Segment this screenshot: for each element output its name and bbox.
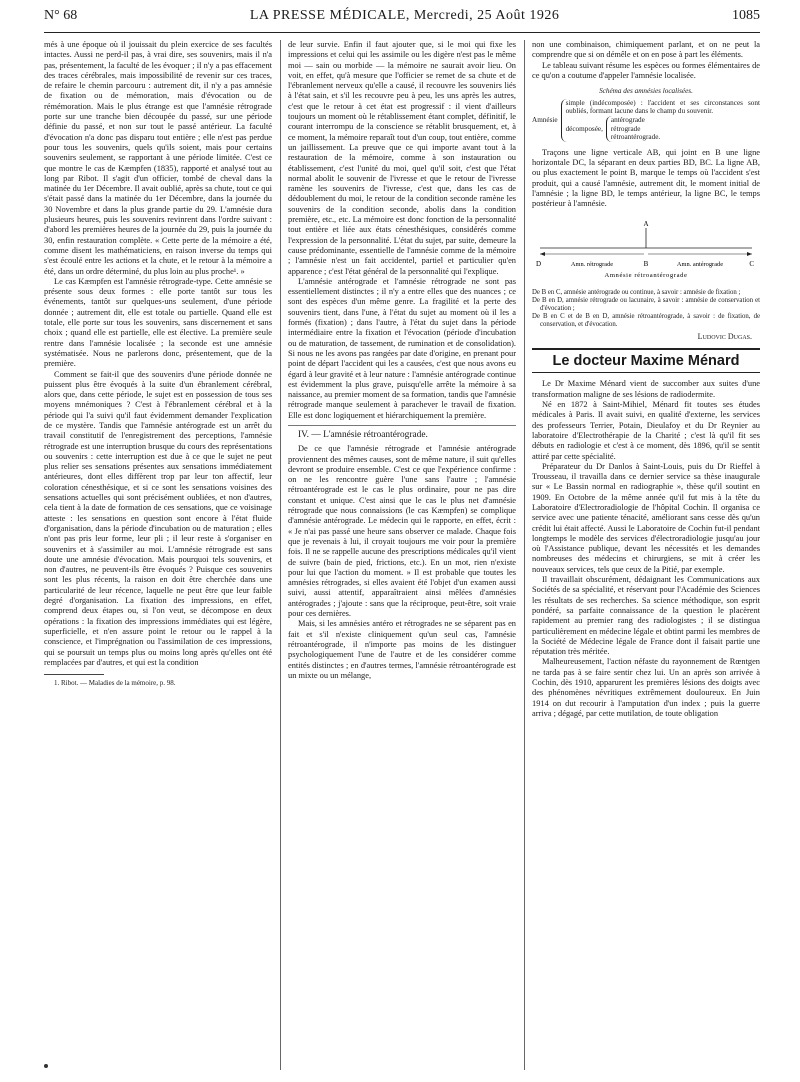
label-anterograde: Amn. antérograde <box>676 260 724 268</box>
page-mark <box>44 1064 48 1068</box>
page-header <box>44 8 760 33</box>
journal-title: LA PRESSE MÉDICALE, Mercredi, 25 Août 1926 <box>249 8 560 23</box>
point-d-label: D <box>536 259 542 268</box>
label-retroanterograde: Amnésie rétroantérograde <box>604 271 688 279</box>
amnesia-timeline-diagram <box>532 218 760 280</box>
article-columns <box>44 40 760 1070</box>
column-divider-2 <box>524 40 525 1070</box>
schema-decomposee: décomposée, <box>565 124 603 133</box>
point-c-label: C <box>749 259 754 268</box>
col2-paragraph-2: L'amnésie antérograde et l'amnésie rétrograde ne sont pas essentiellement distinctes ; il n'y a entre elles que des nuances ; ce sont des espèces d'un même genre. La fragilité et la perte des souvenirs tient, dans l'une, à l'état du sujet au moment où il les a formés (fixation) ; dans l'autre, à l'état du sujet dans la période intermédiaire entre la fixation et l'évocation (période d'incubation ou de maturation, de tassement, de rumination et de consolidation). Si nous ne les avons pas rangées par date d'origine, en prenant pour point de départ l'accident qui les a causées, c'est que nous avons eu égard à leur gravité et à leur nature : l'amnésie antérograde continue est évidemment la plus grave, puisqu'elle arrête la mémoire à sa naissance, au premier moment de sa formation, tandis que l'amnésie rétrograde manque seulement à parachever le travail de fixation. Elle est donc logiquement et hiérarchiquement la première. <box>288 276 516 420</box>
obit-paragraph-3: Préparateur du Dr Danlos à Saint-Louis, puis du Dr Rieffel à Trousseau, il travailla dans ce dernier service sa thèse inaugurale sur « Le Bassin normal en radiographie », thèse qu'il soutint en 1909. En Octobre de la même année qu'il fut mis à la tête du Laboratoire d'Electroradiologie de l'hôpital Cochin. Il organisa ce service avec une patiente ténacité, améliorant sans cesse dès qu'un crédit lui était affecté. Aussi le Laboratoire de Cochin fut-il pendant longtemps le modèle des services d'électroradiologie jusqu'au jour où l'Assistance publique, devant les nécessités et les demandes nombreuses des médecins et chirurgiens, se mit à créer les nouveaux services, tels que ceux de la Pitié, par exemple. <box>532 461 760 574</box>
col1-paragraph-3: Comment se fait-il que des souvenirs d'une période donnée ne puissent plus être évoqués à la suite d'un ébranlement cérébral, alors que, dans cette période, le sujet est en possession de tous ses moyens mnémoniques ? C'est à l'ébranlement cérébral et à la période qui l'a suivi qu'il faut évidemment demander l'explication de ce mystère. Tandis que l'amnésie antérograde est un arrêt du travail constitutif de l'enregistrement des perceptions, l'amnésie rétrograde est une interruption brusque du cours des représentations ou souvenirs : cette interruption est due à ce que le sujet ne peut plus relier ses sensations présentes aux sensations immédiatement antérieures, dont elles diffèrent trop par leur ton affectif, leur coloration cénesthésique, et si ce sont les sensations voisines des sensations actuelles qui sont précisément oubliées, et non d'autres, cela tient à la date de formation de ces sensations, que ce voisinage atteste : les sensations en question sont encore à l'état fluide d'organisation, dans la période d'incubation ou de maturation ; elles n'ont pas pris leur forme, leur pli ; il leur reste à s'organiser en souvenirs et à s'assimiler au moi. L'amnésie rétrograde est sans doute une amnésie d'évocation. Mais pourquoi tels souvenirs, et non d'autres, ne peuvent-ils être évoqués ? Puisque ces souvenirs sont les plus récents, la raison en doit être cherchée dans une particularité de leur récence, laquelle ne peut être que leur faible degré d'organisation. La fixation des impressions, en effet, comprend deux étapes ou, si l'on veut, se décompose en deux opérations : la fixation des impressions immédiates qui est légère, superficielle, et n'en assure point le retour ou le rappel à la conscience, et l'imprégnation ou l'assimilation de ces impressions, qui se poursuit un temps plus ou moins long après qu'elles ont été remplacées par d'autres, et qui est la condition <box>44 369 272 667</box>
schema-brace <box>561 99 760 142</box>
col2-paragraph-1: de leur survie. Enfin il faut ajouter que, si le moi qui fixe les impressions et celui qui les assimile ou les digère n'est pas le même moi — sain ou morbide — la mémoire ne saurait avoir lieu. On voit, en effet, qu'à mesure que l'officier se remet de sa chute et de l'ébranlement nerveux qu'elle a causé, il recouvre les souvenirs liés à l'état sain, et s'il les recouvre peu à peu, les uns après les autres, c'est que le retour à cet état est progressif : il vient d'ailleurs toujours un moment où le rétablissement étant complet, définitif, le courant interrompu de la conscience se rétablit brusquement, et, à ce moment, la mémoire reparaît tout d'un coup, tout entière, comme un jaillissement. La preuve que ce qui importe avant tout à la restauration de la mémoire, comme à son instauration ou établissement, c'est l'unité du moi, quel qu'il soit, c'est que l'état normal abolit le souvenir de l'ivresse et que le retour de l'ivresse ramène les souvenirs de l'ivresse, c'est que, dans les cas de dédoublement du moi, le retour de la condition seconde ramène les souvenirs de la condition seconde, abolis dans la condition première, etc., etc. La mémoire est donc fonction de la personnalité tout entière et liée aux états cénesthésiques, considérés comme l'expression de la personnalité. L'état du sujet, par suite, demeure la cause prédominante, essentielle de l'amnésie comme de la mémoire ; l'amnésie n'est un fait accidentel, partiel et particulier qu'en apparence ; c'est l'état général de la personnalité qui l'explique. <box>288 40 516 276</box>
schema-item-retrograde: rétrograde <box>610 124 641 133</box>
col2-paragraph-3: De ce que l'amnésie rétrograde et l'amnésie antérograde proviennent des mêmes causes, sont de même nature, il suit qu'elles devront se produire ensemble. C'est ce que l'expérience confirme : on ne les rencontre guère l'une sans l'autre ; l'amnésie rétroantérograde est le cas le plus ordinaire, pour ne pas dire constant et unique. C'est ainsi que le cas le plus net d'amnésie rétrograde que nous connaissions (le cas Kæmpfen) se complique d'amnésie antérograde. Le médecin qui le rapporte, en effet, écrit : « Je n'ai pas passé une heure sans observer ce malade. Chaque fois que je revenais à lui, il croyait toujours me voir pour la première fois. Il ne se rappelle aucune des prescriptions médicales qu'il vient de suivre (bain de pied, frictions, etc.). En un mot, rien n'existe pour lui que l'action du moment. » Il est probable que toutes les amnésies rétrogrades, si elles avaient été l'objet d'un examen aussi suivi, aussi attentif, apparaîtraient ainsi mêlées d'amnésies antérogrades ; j'ajoute : sans que la réciproque, peut-être, soit vraie pour ces dernières. <box>288 444 516 619</box>
column-3 <box>532 40 760 1070</box>
amnesia-schema <box>532 87 760 142</box>
col1-paragraph-1: més à une époque où il jouissait du plein exercice de ses facultés intactes. Aussi ne perd-il pas, à vrai dire, ses souvenirs, mais il n'a pas, présentement, la faculté de les évoquer ; il n'y a pas effacement des traces cérébrales, mais impossibilité de revenir sur ces traces, de refaire le chemin parcouru : autrement dit, il n'y a pas amnésie de fixation ou de mémoration, mais d'évocation ou de rémémoration. Mais le plus étrange est que l'amnésie rétrograde porte sur une tranche bien découpée du passé, sur une période définie du passé, et non sur tout le passé antérieur. La faculté d'évocation n'a donc pas disparu tout entière ; elle n'est pas perdue pour tous les souvenirs, quels qu'ils soient, mais pour certains souvenirs seulement, se rapportant à une période limitée. C'est ce que montre le cas de Kæmpfen (1835), rapporté et analysé tout au long par Ribot. Il s'agit d'un officier, tombé de cheval dans la matinée du 1er Décembre. Il avait oublié, après sa chute, tout ce qui s'était passé dans la matinée du 1er Décembre, dans la journée du 30 Novembre et dans la plus grande partie du 29. L'amnésie dura plusieurs heures, puis les souvenirs revinrent dans l'ordre suivant : d'abord les premières heures de la journée du 29, puis la journée du 30, enfin restauration complète. « Cette perte de la mémoire a été, comme disent les mathématiciens, en raison inverse du temps qui s'est écoulé entre les actions et la chute, et le retour à la mémoire a été, dans un ordre déterminé, du plus loin au plus proche¹. » <box>44 40 272 276</box>
schema-root: Amnésie <box>532 115 558 124</box>
diagram-legend <box>532 289 760 329</box>
legend-item-1: De B en C, amnésie antérograde ou continue, à savoir : amnésie de fixation ; <box>532 288 741 296</box>
page-number-left: N° 68 <box>44 8 78 23</box>
arrowhead-right <box>747 252 752 256</box>
point-a-label: A <box>643 219 649 228</box>
footnote-rule <box>44 674 104 675</box>
point-b-label: B <box>643 259 649 268</box>
schema-simple: simple (indécomposée) : l'accident et ses circonstances sont oubliés, formant lacune dans le champ du souvenir. <box>565 98 760 116</box>
obit-paragraph-4: Il travaillait obscurément, dédaignant les Communications aux Sociétés de sa spécialité, et réservant pour l'Académie des Sciences les résultats de ses recherches. Sa science méthodique, son esprit pondéré, sa parfaite connaissance de la question le placèrent rapidement au premier rang des radiologistes ; il se distingua particulièrement en médecine légale et obtint parmi les membres de la Société de Médecine légale de France dont il faisait partie une réputation très méritée. <box>532 575 760 657</box>
col3-paragraph-3: Traçons une ligne verticale AB, qui joint en B une ligne horizontale DC, la séparant en deux parties BD, BC. La ligne AB, ou plus exactement le point B, marque le temps où l'accident s'est produit, qui a causé l'amnésie, autrement dit, le moment initial de l'amnésie ; la ligne BD, le temps antérieur, la ligne BC, le temps postérieur à l'amnésie. <box>532 147 760 209</box>
obit-paragraph-2: Né en 1872 à Saint-Mihiel, Ménard fit toutes ses études médicales à Paris. Il avait suivi, en qualité d'externe, les services des professeurs Terrier, Potain, Dieulafoy et du Dr Reynier au laboratoire d'Electrothérapie de la Charité ; c'est là qu'il fit ses débuts en radiologie et c'est à ce moment, dès 1896, qu'il se sentit attiré par cette spécialité. <box>532 400 760 461</box>
obit-paragraph-5: Malheureusement, l'action néfaste du rayonnement de Rœntgen ne tarda pas à se faire sentir chez lui. Un an après son arrivée à Cochin, dès 1910, apparurent les premières lésions des doigts avec des phénomènes névritiques extrêmement douloureux. En Juin 1914 on dut recourir à l'amputation d'un index ; puis la guerre arriva ; dégagé, par cette mutilation, de toute obligation <box>532 657 760 718</box>
arrowhead-left <box>540 252 545 256</box>
footnote: 1. Ribot. — Maladies de la mémoire, p. 98. <box>54 679 176 688</box>
schema-title: Schéma des amnésies localisées. <box>599 87 693 96</box>
col3-paragraph-1: non une combinaison, chimiquement parlant, et on ne peut la comprendre que si on démêle et on en pose à part les éléments. <box>532 40 760 60</box>
col1-paragraph-2: Le cas Kæmpfen est l'amnésie rétrograde-type. Cette amnésie se présente sous deux formes : elle porte tantôt sur tous les événements, tantôt sur quelques-uns seulement, d'une période donnée ; autrement dit, elle est totale ou partielle. Quand elle est totale, elle porte sur tous les souvenirs, sans discernement et sans choix ; quand elle est partielle, elle est élective. La première seule rentre dans l'amnésie localisée ; la seconde est une amnésie systématisée. Nous ne parlerons donc, présentement, que de la première. <box>44 276 272 369</box>
obit-paragraph-1: Le Dr Maxime Ménard vient de succomber aux suites d'une transformation maligne de ses lésions de radiodermite. <box>532 379 760 399</box>
col2-paragraph-4: Mais, si les amnésies antéro et rétrogrades ne se séparent pas en fait et s'il n'existe cliniquement qu'un seul cas, l'amnésie rétroantérograde, il n'importe pas moins de les distinguer psychologiquement l'une de l'autre et de les considérer comme entités distinctes ; en d'autres termes, l'amnésie rétroantérograde est un mixte ou un mélange, <box>288 619 516 680</box>
schema-sub-brace <box>606 116 660 142</box>
label-retrograde: Amn. rétrograde <box>570 260 614 268</box>
schema-item-retroanterograde: rétroantérograde. <box>610 133 661 142</box>
section-title: IV. — L'amnésie rétroantérograde. <box>288 425 516 440</box>
page-number-right: 1085 <box>731 8 760 23</box>
column-1 <box>44 40 272 1070</box>
schema-item-anterograde: antérograde <box>610 115 645 124</box>
obituary-title: Le docteur Maxime Ménard <box>532 348 760 373</box>
legend-item-3: De B en C et de B en D, amnésie rétroantérograde, à savoir : de fixation, de conservation, et d'évocation. <box>532 312 760 328</box>
column-2 <box>288 40 516 1070</box>
col3-paragraph-2: Le tableau suivant résume les espèces ou formes élémentaires de ce qu'on a coutume d'appeler l'amnésie localisée. <box>532 60 760 80</box>
legend-item-2: De B en D, amnésie rétrograde ou lacunaire, à savoir : amnésie de conservation et d'évocation ; <box>532 296 760 312</box>
author-signature: Ludovic Dugas. <box>697 331 752 341</box>
column-divider-1 <box>280 40 281 1070</box>
